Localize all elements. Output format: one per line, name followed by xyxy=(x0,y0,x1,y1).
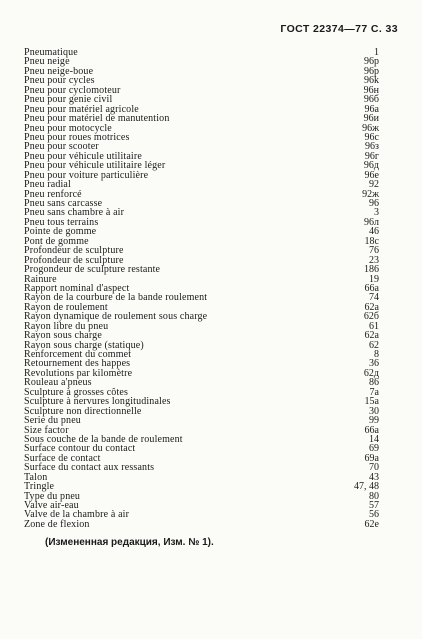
entry-reference: 46 xyxy=(369,226,379,238)
entry-reference: 18с xyxy=(364,235,379,247)
entry-term: Rouleau a'pneus xyxy=(24,377,92,389)
entry-term: Surface de contact xyxy=(24,452,101,464)
entry-reference: 96р xyxy=(364,65,379,77)
entry-reference: 96н xyxy=(363,84,379,96)
entry-term: Pneu sans carcasse xyxy=(24,198,103,209)
entry-reference: 96д xyxy=(363,160,379,172)
entry-term: Pneu tous terrains xyxy=(24,216,99,228)
entry-reference: 92ж xyxy=(362,188,379,200)
revision-note: (Измененная редакция, Изм. № 1). xyxy=(45,537,214,548)
entry-term: Sculpture à nervures longitudinales xyxy=(24,396,171,408)
entry-term: Rainure xyxy=(24,273,57,285)
entry-term: Pneu pour matériel agricole xyxy=(24,103,139,115)
entry-reference: 69а xyxy=(364,452,379,464)
entry-term: Valve de la chambre à air xyxy=(24,509,130,521)
index-entry xyxy=(24,265,379,274)
entry-reference: 15а xyxy=(364,396,379,408)
entry-reference: 66а xyxy=(364,282,379,294)
entry-reference: 96ж xyxy=(362,122,379,134)
entry-term: Pneu pour véhicule utilitaire xyxy=(24,150,142,162)
entry-term: Pneumatique xyxy=(24,47,78,58)
entry-term: Surface contour du contact xyxy=(24,443,136,455)
entry-reference: 96г xyxy=(364,150,379,162)
entry-term: Rayon dynamique de roulement sous charge xyxy=(24,311,208,323)
entry-term: Profondeur de sculpture xyxy=(24,254,124,266)
entry-reference: 3 xyxy=(374,207,379,219)
entry-term: Rayon de la courbure de la bande roulement xyxy=(24,292,208,304)
entry-term: Pneu pour matériel de manutention xyxy=(24,113,170,125)
entry-reference: 56 xyxy=(369,509,379,521)
entry-term: Rapport nominal d'aspect xyxy=(24,282,130,294)
entry-term: Surface du contact aux ressants xyxy=(24,462,155,474)
entry-term: Profondeur de sculpture xyxy=(24,245,124,257)
entry-reference: 86 xyxy=(369,377,379,389)
entry-term: Pneu radial xyxy=(24,179,71,191)
entry-reference: 96и xyxy=(363,113,379,125)
entry-term: Pneu pour roues motrices xyxy=(24,131,130,143)
entry-reference: 96р xyxy=(364,56,379,68)
entry-reference: 62а xyxy=(364,301,379,313)
entry-reference: 19 xyxy=(369,273,379,285)
entry-term: Progondeur de sculpture restante xyxy=(24,264,161,276)
entry-reference: 62е xyxy=(364,518,379,530)
entry-term: Rayon sous charge (statique) xyxy=(24,339,144,351)
entry-term: Sous couche de la bande de roulement xyxy=(24,433,183,445)
entry-reference: 62б xyxy=(363,311,379,323)
entry-term: Pneu pour véhicule utilitaire léger xyxy=(24,160,166,172)
entry-term: Talon xyxy=(24,471,48,483)
entry-reference: 7а xyxy=(369,386,379,398)
entry-term: Sculpture non directionnelle xyxy=(24,405,142,417)
entry-reference: 1 xyxy=(374,47,379,58)
index-entry xyxy=(24,473,379,482)
entry-reference: 43 xyxy=(369,471,379,483)
entry-reference: 96k xyxy=(364,75,379,87)
entry-reference: 96а xyxy=(364,103,379,115)
entry-term: Pointe de gomme xyxy=(24,226,97,238)
index-entry xyxy=(24,463,379,472)
entry-reference: 80 xyxy=(369,490,379,502)
entry-reference: 61 xyxy=(369,320,379,332)
term-index-list xyxy=(24,48,379,529)
entry-reference: 14 xyxy=(369,433,379,445)
entry-reference: 74 xyxy=(369,292,379,304)
entry-term: Revolutions par kilomètre xyxy=(24,367,133,379)
entry-term: Pneu pour cyclomoteur xyxy=(24,84,121,96)
entry-term: Pneu renforcé xyxy=(24,188,82,200)
entry-term: Sculpture à grosses côtes xyxy=(24,386,129,398)
page-header: ГОСТ 22374—77 С. 33 xyxy=(280,23,398,35)
entry-reference: 76 xyxy=(369,245,379,257)
entry-reference: 62 xyxy=(369,339,379,351)
index-entry xyxy=(24,520,379,529)
entry-reference: 186 xyxy=(364,264,379,276)
entry-reference: 96 xyxy=(369,198,379,209)
entry-reference: 30 xyxy=(369,405,379,417)
entry-term: Pneu neige xyxy=(24,56,70,68)
entry-reference: 96с xyxy=(364,131,379,143)
entry-term: Pneu pour cycles xyxy=(24,75,95,87)
entry-reference: 23 xyxy=(369,254,379,266)
entry-reference: 96л xyxy=(364,216,379,228)
entry-term: Rayon libre du pneu xyxy=(24,320,109,332)
index-entry xyxy=(24,171,379,180)
entry-term: Rayon sous charge xyxy=(24,330,102,342)
entry-term: Tringle xyxy=(24,481,55,493)
entry-term: Rayon de roulement xyxy=(24,301,108,313)
entry-term: Valve air-eau xyxy=(24,500,79,511)
entry-reference: 62а xyxy=(364,330,379,342)
entry-term: Type du pneu xyxy=(24,490,81,502)
entry-term: Pneu neige-boue xyxy=(24,65,94,77)
entry-term: Pneu sans chambre à air xyxy=(24,207,125,219)
entry-term: Pont de gomme xyxy=(24,235,89,247)
entry-reference: 96з xyxy=(365,141,379,153)
entry-term: Renforcement du commet xyxy=(24,349,132,360)
entry-reference: 66а xyxy=(364,424,379,436)
entry-term: Pneu pour scooter xyxy=(24,141,99,153)
entry-reference: 96е xyxy=(364,169,379,181)
entry-reference: 69 xyxy=(369,443,379,455)
entry-reference: 36 xyxy=(369,358,379,370)
entry-reference: 96б xyxy=(363,94,379,106)
entry-reference: 57 xyxy=(369,500,379,511)
entry-term: Size factor xyxy=(24,424,69,436)
entry-reference: 47, 48 xyxy=(354,481,379,493)
entry-reference: 62д xyxy=(363,367,379,379)
entry-term: Serie du pneu xyxy=(24,415,81,427)
entry-reference: 99 xyxy=(369,415,379,427)
entry-term: Pneu pour motocycle xyxy=(24,122,112,134)
entry-term: Retournement des happes xyxy=(24,358,131,370)
index-entry xyxy=(24,48,379,57)
entry-reference: 8 xyxy=(374,349,379,360)
entry-reference: 70 xyxy=(369,462,379,474)
entry-reference: 92 xyxy=(369,179,379,191)
entry-term: Pneu pour genie civil xyxy=(24,94,113,106)
entry-term: Pneu pour voiture particulière xyxy=(24,169,149,181)
index-entry xyxy=(24,416,379,425)
entry-term: Zone de flexion xyxy=(24,518,90,530)
